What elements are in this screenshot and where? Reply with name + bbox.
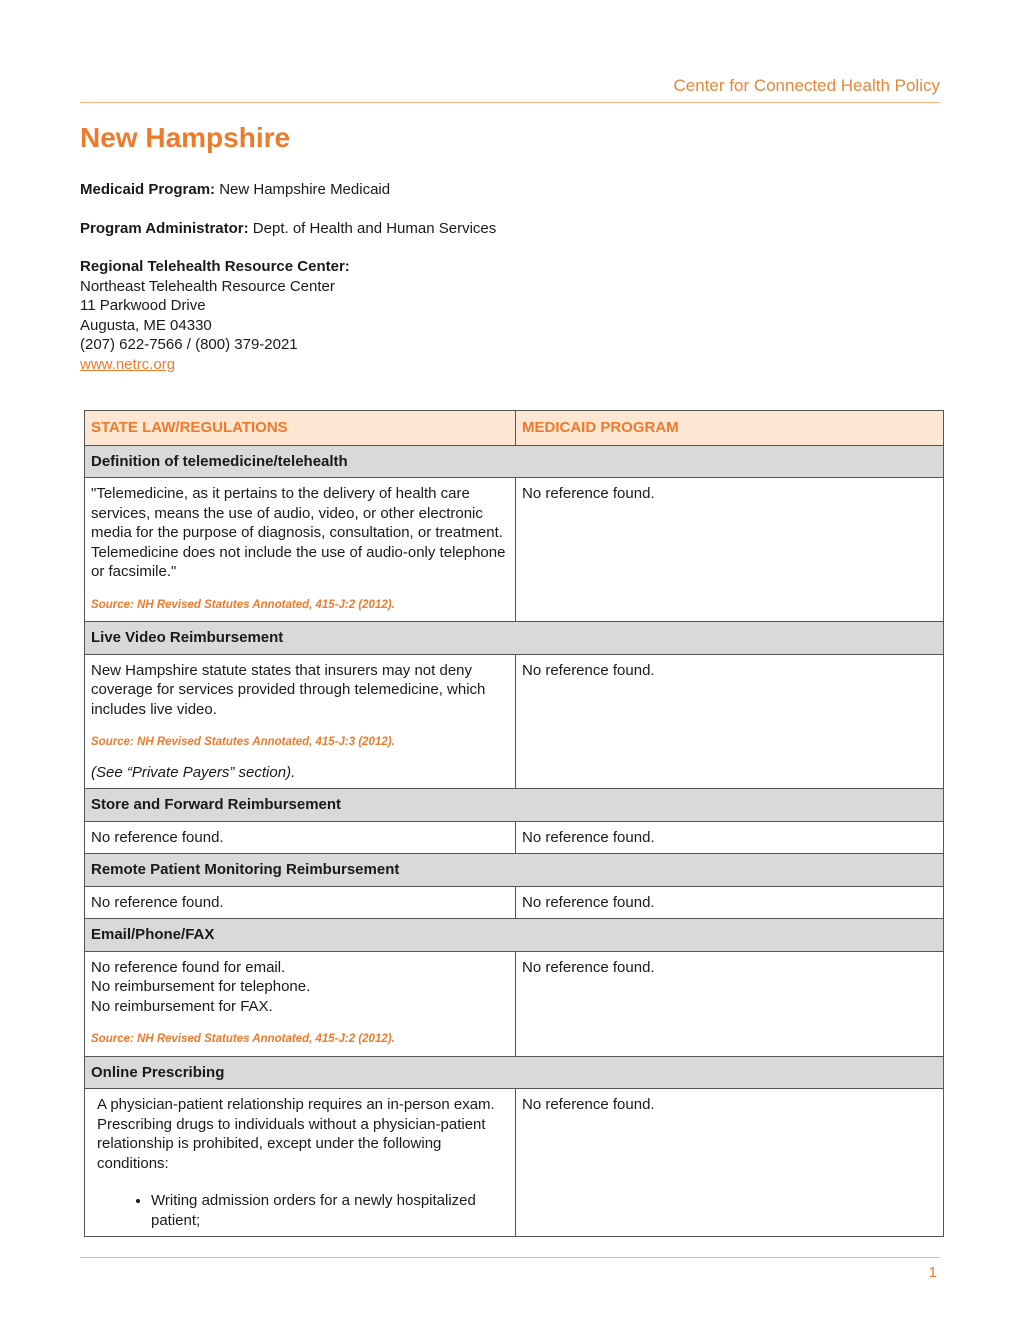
policy-table [84,410,944,1237]
table-row [85,1089,944,1237]
section-row-online-prescribing [85,1056,944,1089]
table-row [85,886,944,919]
list-item: • Writing admission orders for a newly hospitalized patient; [151,1191,509,1230]
table-row [85,478,944,622]
table-row [85,951,944,1056]
state-law-cell: No reference found. [85,886,516,919]
source-citation: Source: NH Revised Statutes Annotated, 415-J:2 (2012). [91,1033,395,1045]
source-citation: Source: NH Revised Statutes Annotated, 415-J:3 (2012). [91,736,395,748]
column-header-medicaid: MEDICAID PROGRAM [516,411,944,446]
table-row [85,821,944,854]
section-heading: Remote Patient Monitoring Reimbursement [85,854,944,887]
state-law-text: A physician-patient relationship requires an in-person exam. Prescribing drugs to individuals without a physician-patient relationship is prohibited, except under the following conditions: [97,1096,495,1172]
program-administrator-value: Dept. of Health and Human Services [248,219,497,237]
resource-center-phone: (207) 622-7566 / (800) 379-2021 [80,336,298,353]
section-row-definition [85,445,944,478]
state-law-text: New Hampshire statute states that insurers may not deny coverage for services provided through telemedicine, which includes live video. [91,661,486,718]
section-row-store-forward [85,789,944,822]
section-heading: Store and Forward Reimbursement [85,789,944,822]
program-info [80,180,496,374]
medicaid-cell: No reference found. [516,478,944,622]
medicaid-program-value: New Hampshire Medicaid [215,181,391,198]
section-heading: Live Video Reimbursement [85,622,944,655]
medicaid-program-label: Medicaid Program: [80,181,216,198]
state-law-text: "Telemedicine, as it pertains to the delivery of health care services, means the use of audio, video, or other electronic media for the purpose of diagnosis, consultation, or treatment. Telemedicine does not include the use of audio-only telephone or facsimile." [91,485,506,580]
page-number: 1 [928,1264,937,1281]
medicaid-cell: No reference found. [516,886,944,919]
cross-reference-note: (See “Private Payers” section). [91,763,296,781]
state-law-cell [85,1089,516,1237]
section-row-remote-monitoring [85,854,944,887]
program-administrator-line [80,219,496,239]
state-law-cell [85,951,516,1056]
section-heading: Online Prescribing [85,1056,944,1089]
state-law-cell: No reference found. [85,821,516,854]
email-line: No reference found for email. [91,958,286,976]
header-divider [80,102,940,103]
fax-line: No reimbursement for FAX. [91,997,273,1015]
medicaid-cell: No reference found. [516,821,944,854]
source-citation: Source: NH Revised Statutes Annotated, 415-J:2 (2012). [91,598,395,611]
section-heading: Email/Phone/FAX [85,919,944,952]
resource-center-city: Augusta, ME 04330 [80,316,212,334]
state-law-cell [85,478,516,622]
section-row-email-phone-fax [85,919,944,952]
resource-center-block [80,257,496,374]
state-law-cell [85,654,516,789]
resource-center-website-link[interactable]: www.netrc.org [80,355,176,373]
section-heading: Definition of telemedicine/telehealth [85,445,944,478]
table-header-row [85,411,944,446]
table-row [85,654,944,789]
page-title: New Hampshire [80,122,291,153]
program-administrator-label: Program Administrator: [80,219,249,237]
conditions-list [91,1191,509,1230]
resource-center-label: Regional Telehealth Resource Center: [80,258,350,275]
medicaid-cell: No reference found. [516,654,944,789]
medicaid-cell: No reference found. [516,951,944,1056]
section-row-live-video [85,622,944,655]
header-organization: Center for Connected Health Policy [673,76,940,95]
resource-center-street: 11 Parkwood Drive [80,297,206,314]
medicaid-program-line [80,180,496,200]
footer-divider [80,1257,940,1258]
telephone-line: No reimbursement for telephone. [91,978,311,995]
medicaid-cell: No reference found. [516,1089,944,1237]
resource-center-name: Northeast Telehealth Resource Center [80,277,335,295]
column-header-state-law: STATE LAW/REGULATIONS [85,411,516,446]
